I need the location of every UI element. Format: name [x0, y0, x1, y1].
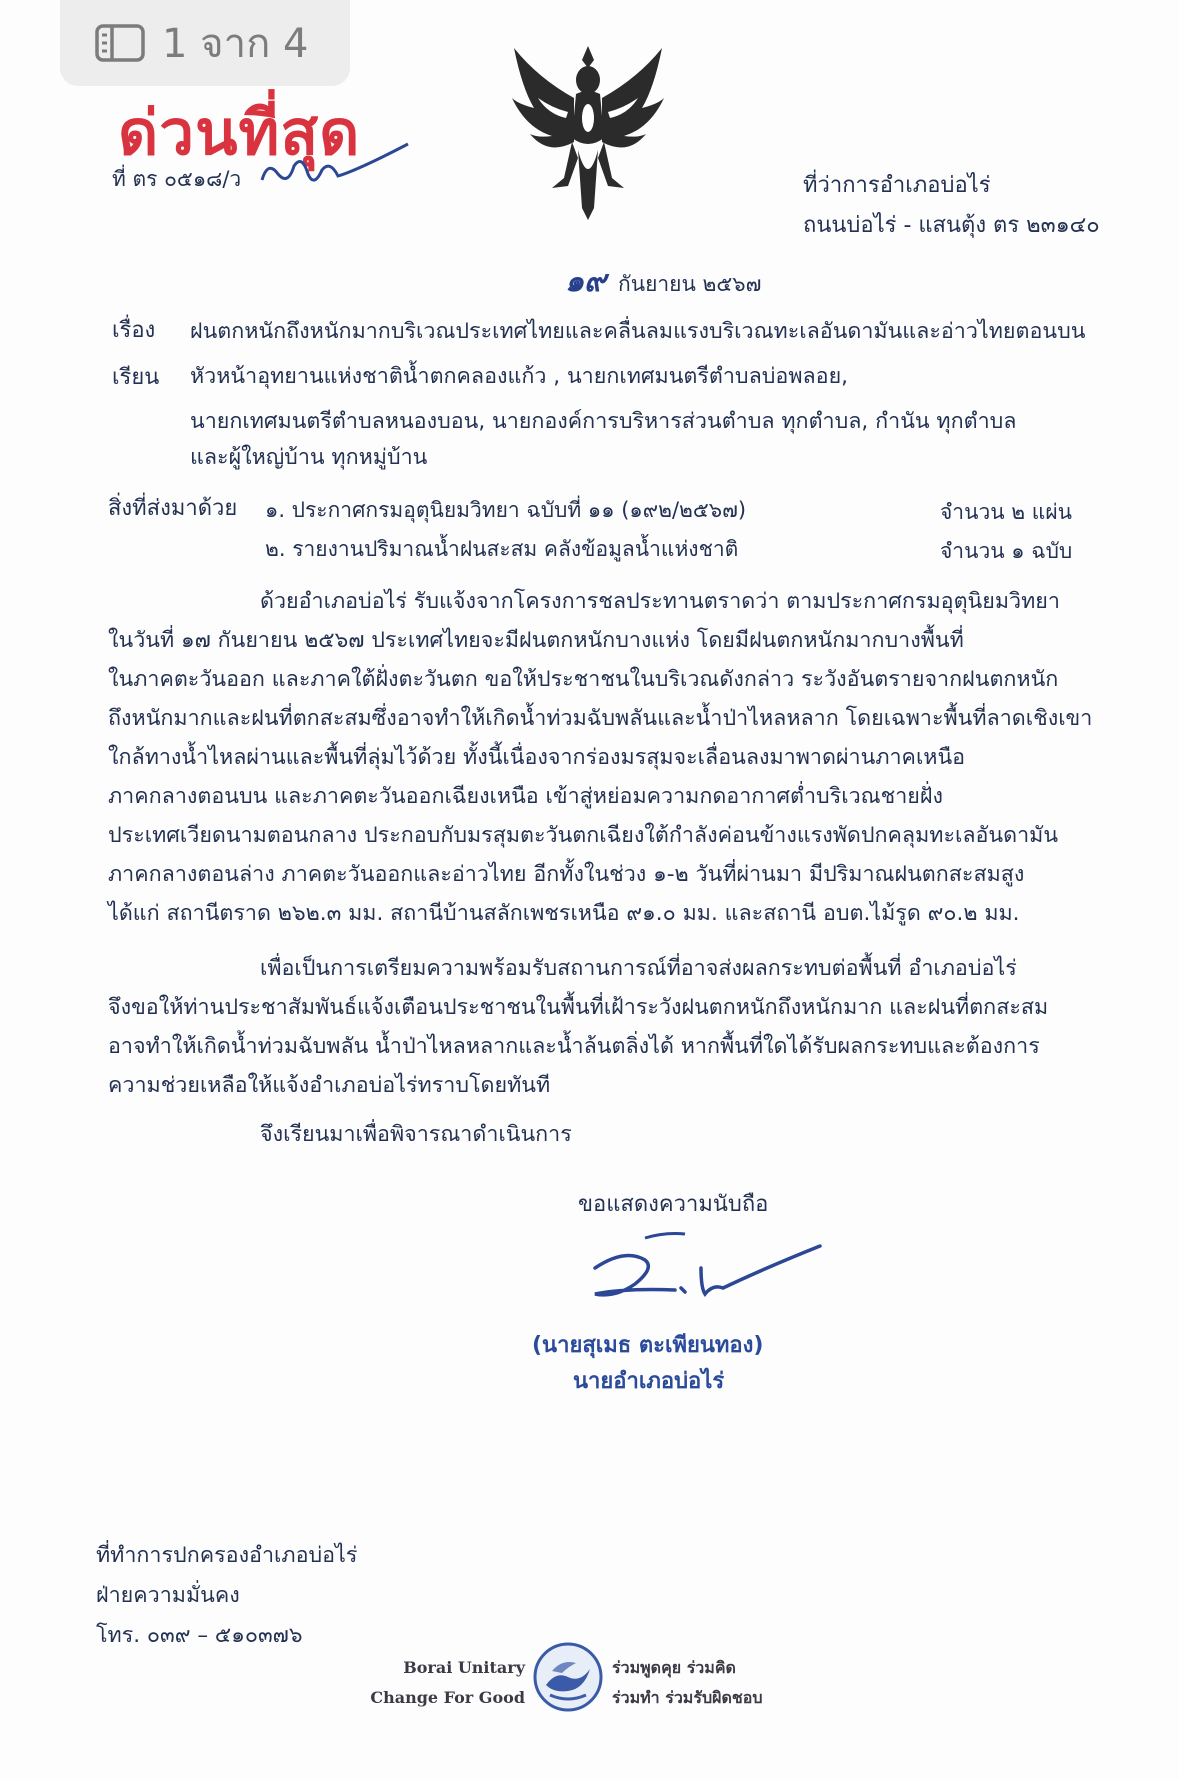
contact-line-2: ฝ่ายความมั่นคง — [96, 1583, 240, 1608]
body-para2-line: จึงขอให้ท่านประชาสัมพันธ์แจ้งเตือนประชาชนในพื้นที่เฝ้าระวังฝนตกหนักถึงหนักมาก และฝนที่ตกสะสม — [108, 995, 1049, 1020]
office-line-2: ถนนบ่อไร่ - แสนตุ้ง ตร ๒๓๑๔๐ — [803, 213, 1100, 238]
contact-line-1: ที่ทำการปกครองอำเภอบ่อไร่ — [96, 1543, 358, 1568]
body-para1-line: ได้แก่ สถานีตราด ๒๖๒.๓ มม. สถานีบ้านสลักเพชรเหนือ ๙๑.๐ มม. และสถานี อบต.ไม้รูด ๙๐.๒ มม. — [108, 901, 1020, 926]
garuda-emblem-icon — [508, 38, 668, 220]
body-para2-line: เพื่อเป็นการเตรียมความพร้อมรับสถานการณ์ที่อาจส่งผลกระทบต่อพื้นที่ อำเภอบ่อไร่ — [260, 956, 1017, 981]
footer-slogan-english — [360, 1653, 525, 1713]
body-para1-line: ในภาคตะวันออก และภาคใต้ฝั่งตะวันตก ขอให้ประชาชนในบริเวณดังกล่าว ระวังอันตรายจากฝนตกหนัก — [108, 667, 1059, 692]
letter-date — [565, 258, 761, 305]
body-para1-line: ภาคกลางตอนบน และภาคตะวันออกเฉียงเหนือ เข้าสู่หย่อมความกดอากาศต่ำบริเวณชายฝั่ง — [108, 784, 943, 809]
body-para2-line: อาจทำให้เกิดน้ำท่วมฉับพลัน น้ำป่าไหลหลากและน้ำล้นตลิ่งได้ หากพื้นที่ใดได้รับผลกระทบและต้องการ — [108, 1034, 1040, 1059]
to-line-2: นายกเทศมนตรีตำบลหนองบอน, นายกองค์การบริหารส่วนตำบล ทุกตำบล, กำนัน ทุกตำบล — [190, 409, 1017, 434]
office-line-1: ที่ว่าการอำเภอบ่อไร่ — [803, 173, 991, 198]
footer-right-line-1: ร่วมพูดคุย ร่วมคิด — [612, 1658, 736, 1677]
body-para1-line: ใกล้ทางน้ำไหลผ่านและพื้นที่ลุ่มไว้ด้วย ทั้งนี้เนื่องจากร่องมรสุมจะเลื่อนลงมาพาดผ่านภาคเหนือ — [108, 745, 966, 770]
body-para1-line: ในวันที่ ๑๗ กันยายน ๒๕๖๗ ประเทศไทยจะมีฝนตกหนักบางแห่ง โดยมีฝนตกหนักมากบางพื้นที่ — [108, 628, 964, 653]
subject-text: ฝนตกหนักถึงหนักมากบริเวณประเทศไทยและคลื่นลมแรงบริเวณทะเลอันดามันและอ่าวไทยตอนบน — [190, 319, 1086, 344]
attachments-label: สิ่งที่ส่งมาด้วย — [108, 496, 238, 521]
page-indicator-text: 1 จาก 4 — [162, 21, 309, 67]
signature-mark — [585, 1228, 825, 1318]
to-line-3: และผู้ใหญ่บ้าน ทุกหมู่บ้าน — [190, 445, 428, 470]
footer-left-line-1: Borai Unitary — [403, 1658, 525, 1677]
date-day-handwritten: ๑๙ — [565, 264, 607, 299]
signer-title: นายอำเภอบ่อไร่ — [573, 1369, 725, 1394]
to-label: เรียน — [112, 365, 160, 390]
attachment-item-2: ๒. รายงานปริมาณน้ำฝนสะสม คลังข้อมูลน้ำแห่งชาติ — [265, 537, 739, 561]
date-month-year: กันยายน ๒๕๖๗ — [618, 272, 762, 296]
body-para1-line: ด้วยอำเภอบ่อไร่ รับแจ้งจากโครงการชลประทานตราดว่า ตามประกาศกรมอุตุนิยมวิทยา — [260, 589, 1060, 614]
urgent-stamp: ด่วนที่สุด — [118, 96, 361, 169]
page-indicator-badge[interactable] — [60, 0, 350, 86]
attachment-item-1: ๑. ประกาศกรมอุตุนิยมวิทยา ฉบับที่ ๑๑ (๑๙๒/๒๕๖๗) — [265, 498, 747, 522]
to-line-1: หัวหน้าอุทยานแห่งชาติน้ำตกคลองแก้ว , นายกเทศมนตรีตำบลบ่อพลอย, — [190, 364, 849, 389]
footer-slogan-thai — [612, 1653, 763, 1713]
signer-name: (นายสุเมธ ตะเพียนทอง) — [532, 1333, 764, 1358]
body-para1-line: ภาคกลางตอนล่าง ภาคตะวันออกและอ่าวไทย อีกทั้งในช่วง ๑-๒ วันที่ผ่านมา มีปริมาณฝนตกสะสมสูง — [108, 862, 1025, 887]
body-para2-line: ความช่วยเหลือให้แจ้งอำเภอบ่อไร่ทราบโดยทันที — [108, 1073, 551, 1098]
office-address — [803, 166, 1100, 246]
sidebar-icon[interactable] — [94, 23, 146, 63]
body-para3-line: จึงเรียนมาเพื่อพิจารณาดำเนินการ — [260, 1122, 572, 1147]
district-logo-icon — [532, 1641, 604, 1713]
footer-left-line-2: Change For Good — [370, 1688, 525, 1707]
closing-phrase: ขอแสดงความนับถือ — [578, 1192, 769, 1217]
body-para1-line: ถึงหนักมากและฝนที่ตกสะสมซึ่งอาจทำให้เกิดน้ำท่วมฉับพลันและน้ำป่าไหลหลาก โดยเฉพาะพื้นที่ลาดเชิงเขา — [108, 706, 1093, 731]
attachment-qty-1: จำนวน ๒ แผ่น — [940, 500, 1072, 524]
subject-label: เรื่อง — [112, 318, 156, 343]
document-number: ที่ ตร ๐๕๑๘/ว — [112, 167, 242, 191]
document-number-handwritten — [258, 140, 418, 200]
footer-right-line-2: ร่วมทำ ร่วมรับผิดชอบ — [612, 1688, 763, 1707]
body-para1-line: ประเทศเวียดนามตอนกลาง ประกอบกับมรสุมตะวันตกเฉียงใต้กำลังค่อนข้างแรงพัดปกคลุมทะเลอันดามัน — [108, 823, 1059, 848]
attachment-qty-2: จำนวน ๑ ฉบับ — [940, 539, 1073, 563]
contact-phone: โทร. ๐๓๙ – ๕๑๐๓๗๖ — [96, 1623, 303, 1648]
